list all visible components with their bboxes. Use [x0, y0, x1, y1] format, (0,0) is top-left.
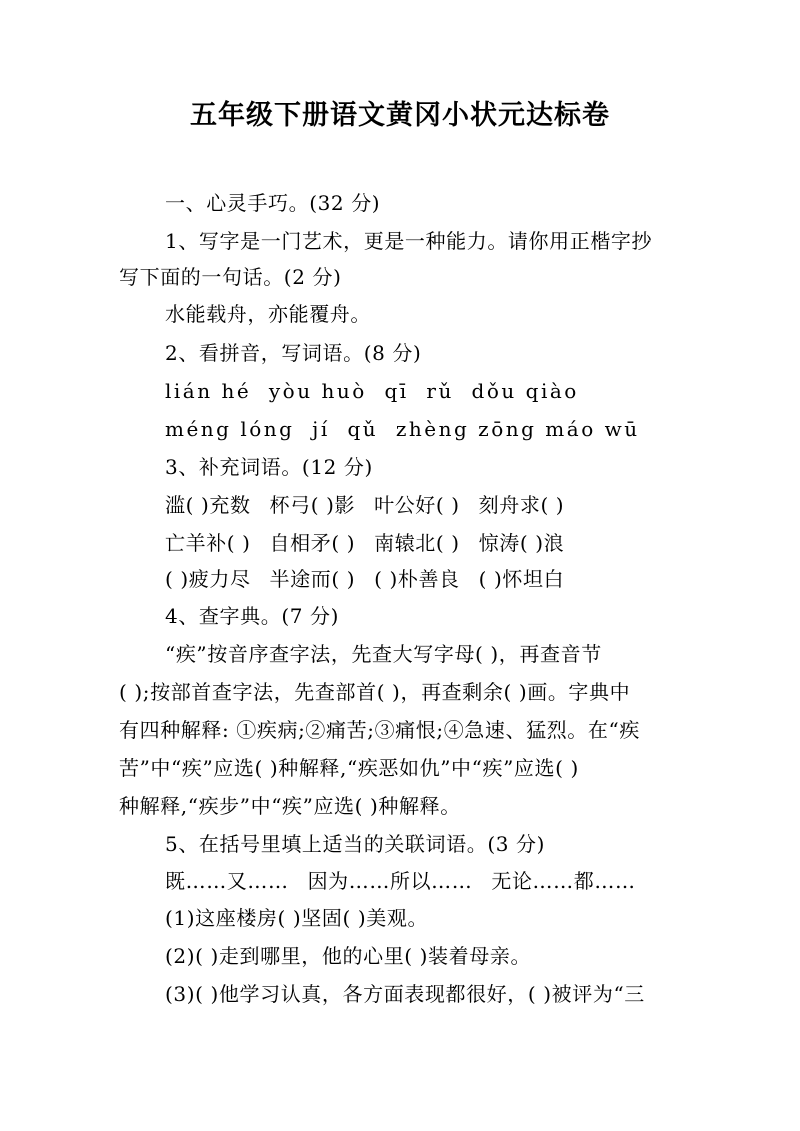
idiom-item: 杯弓( )影	[269, 493, 356, 517]
q2-pinyin-row1: lián hé yòu huò qī rǔ dǒu qiào	[165, 379, 579, 403]
q1-text-line2: 写下面的一句话。(2 分)	[119, 265, 342, 289]
conjunction-option: 因为……所以……	[307, 869, 473, 893]
q5-sentence-3: (3)( )他学习认真，各方面表现都很好，( )被评为“三	[165, 982, 645, 1006]
q4-heading: 4、查字典。(7 分)	[165, 604, 340, 628]
q1-text-line1: 1、写字是一门艺术，更是一种能力。请你用正楷字抄	[165, 229, 653, 253]
idiom-item: 亡羊补( )	[165, 531, 251, 555]
q4-text-line4: 苦”中“疾”应选( )种解释,“疾恶如仇”中“疾”应选( )	[119, 756, 579, 780]
conjunction-option: 既……又……	[165, 869, 289, 893]
q2-heading: 2、看拼音，写词语。(8 分)	[165, 341, 422, 365]
idiom-item: 南辕北( )	[374, 531, 460, 555]
idiom-item: ( )怀坦白	[478, 567, 565, 591]
q3-row2	[0, 528, 800, 558]
q1-sentence: 水能载舟，亦能覆舟。	[165, 302, 371, 326]
q3-heading: 3、补充词语。(12 分)	[165, 455, 373, 479]
conjunction-option: 无论……都……	[491, 869, 636, 893]
q4-text-line2: ( );按部首查字法，先查部首( )，再查剩余( )画。字典中	[119, 680, 631, 704]
q5-heading: 5、在括号里填上适当的关联词语。(3 分)	[165, 832, 546, 856]
idiom-item: 自相矛( )	[269, 531, 356, 555]
q4-text-line1: “疾”按音序查字法，先查大写字母( )，再查音节	[165, 642, 602, 666]
idiom-item: 叶公好( )	[374, 493, 460, 517]
q3-row3	[0, 564, 800, 594]
idiom-item: ( )疲力尽	[165, 567, 251, 591]
q4-text-line5: 种解释,“疾步”中“疾”应选( )种解释。	[119, 794, 461, 818]
idiom-item: ( )朴善良	[374, 567, 460, 591]
q2-pinyin-row2: méng lóng jí qǔ zhèng zōng máo wū	[165, 417, 640, 441]
q4-text-line3: 有四种解释: ①疾病;②痛苦;③痛恨;④急速、猛烈。在“疾	[119, 718, 640, 742]
idiom-item: 刻舟求( )	[478, 493, 565, 517]
section-heading: 一、心灵手巧。(32 分)	[165, 191, 381, 215]
q5-sentence-2: (2)( )走到哪里，他的心里( )装着母亲。	[165, 944, 532, 968]
q3-row1	[0, 490, 800, 520]
idiom-item: 半途而( )	[269, 567, 356, 591]
page-title: 五年级下册语文黄冈小状元达标卷	[190, 100, 610, 131]
q5-sentence-1: (1)这座楼房( )坚固( )美观。	[165, 906, 429, 930]
idiom-item: 滥( )充数	[165, 493, 251, 517]
q5-options	[0, 866, 800, 896]
idiom-item: 惊涛( )浪	[478, 531, 565, 555]
